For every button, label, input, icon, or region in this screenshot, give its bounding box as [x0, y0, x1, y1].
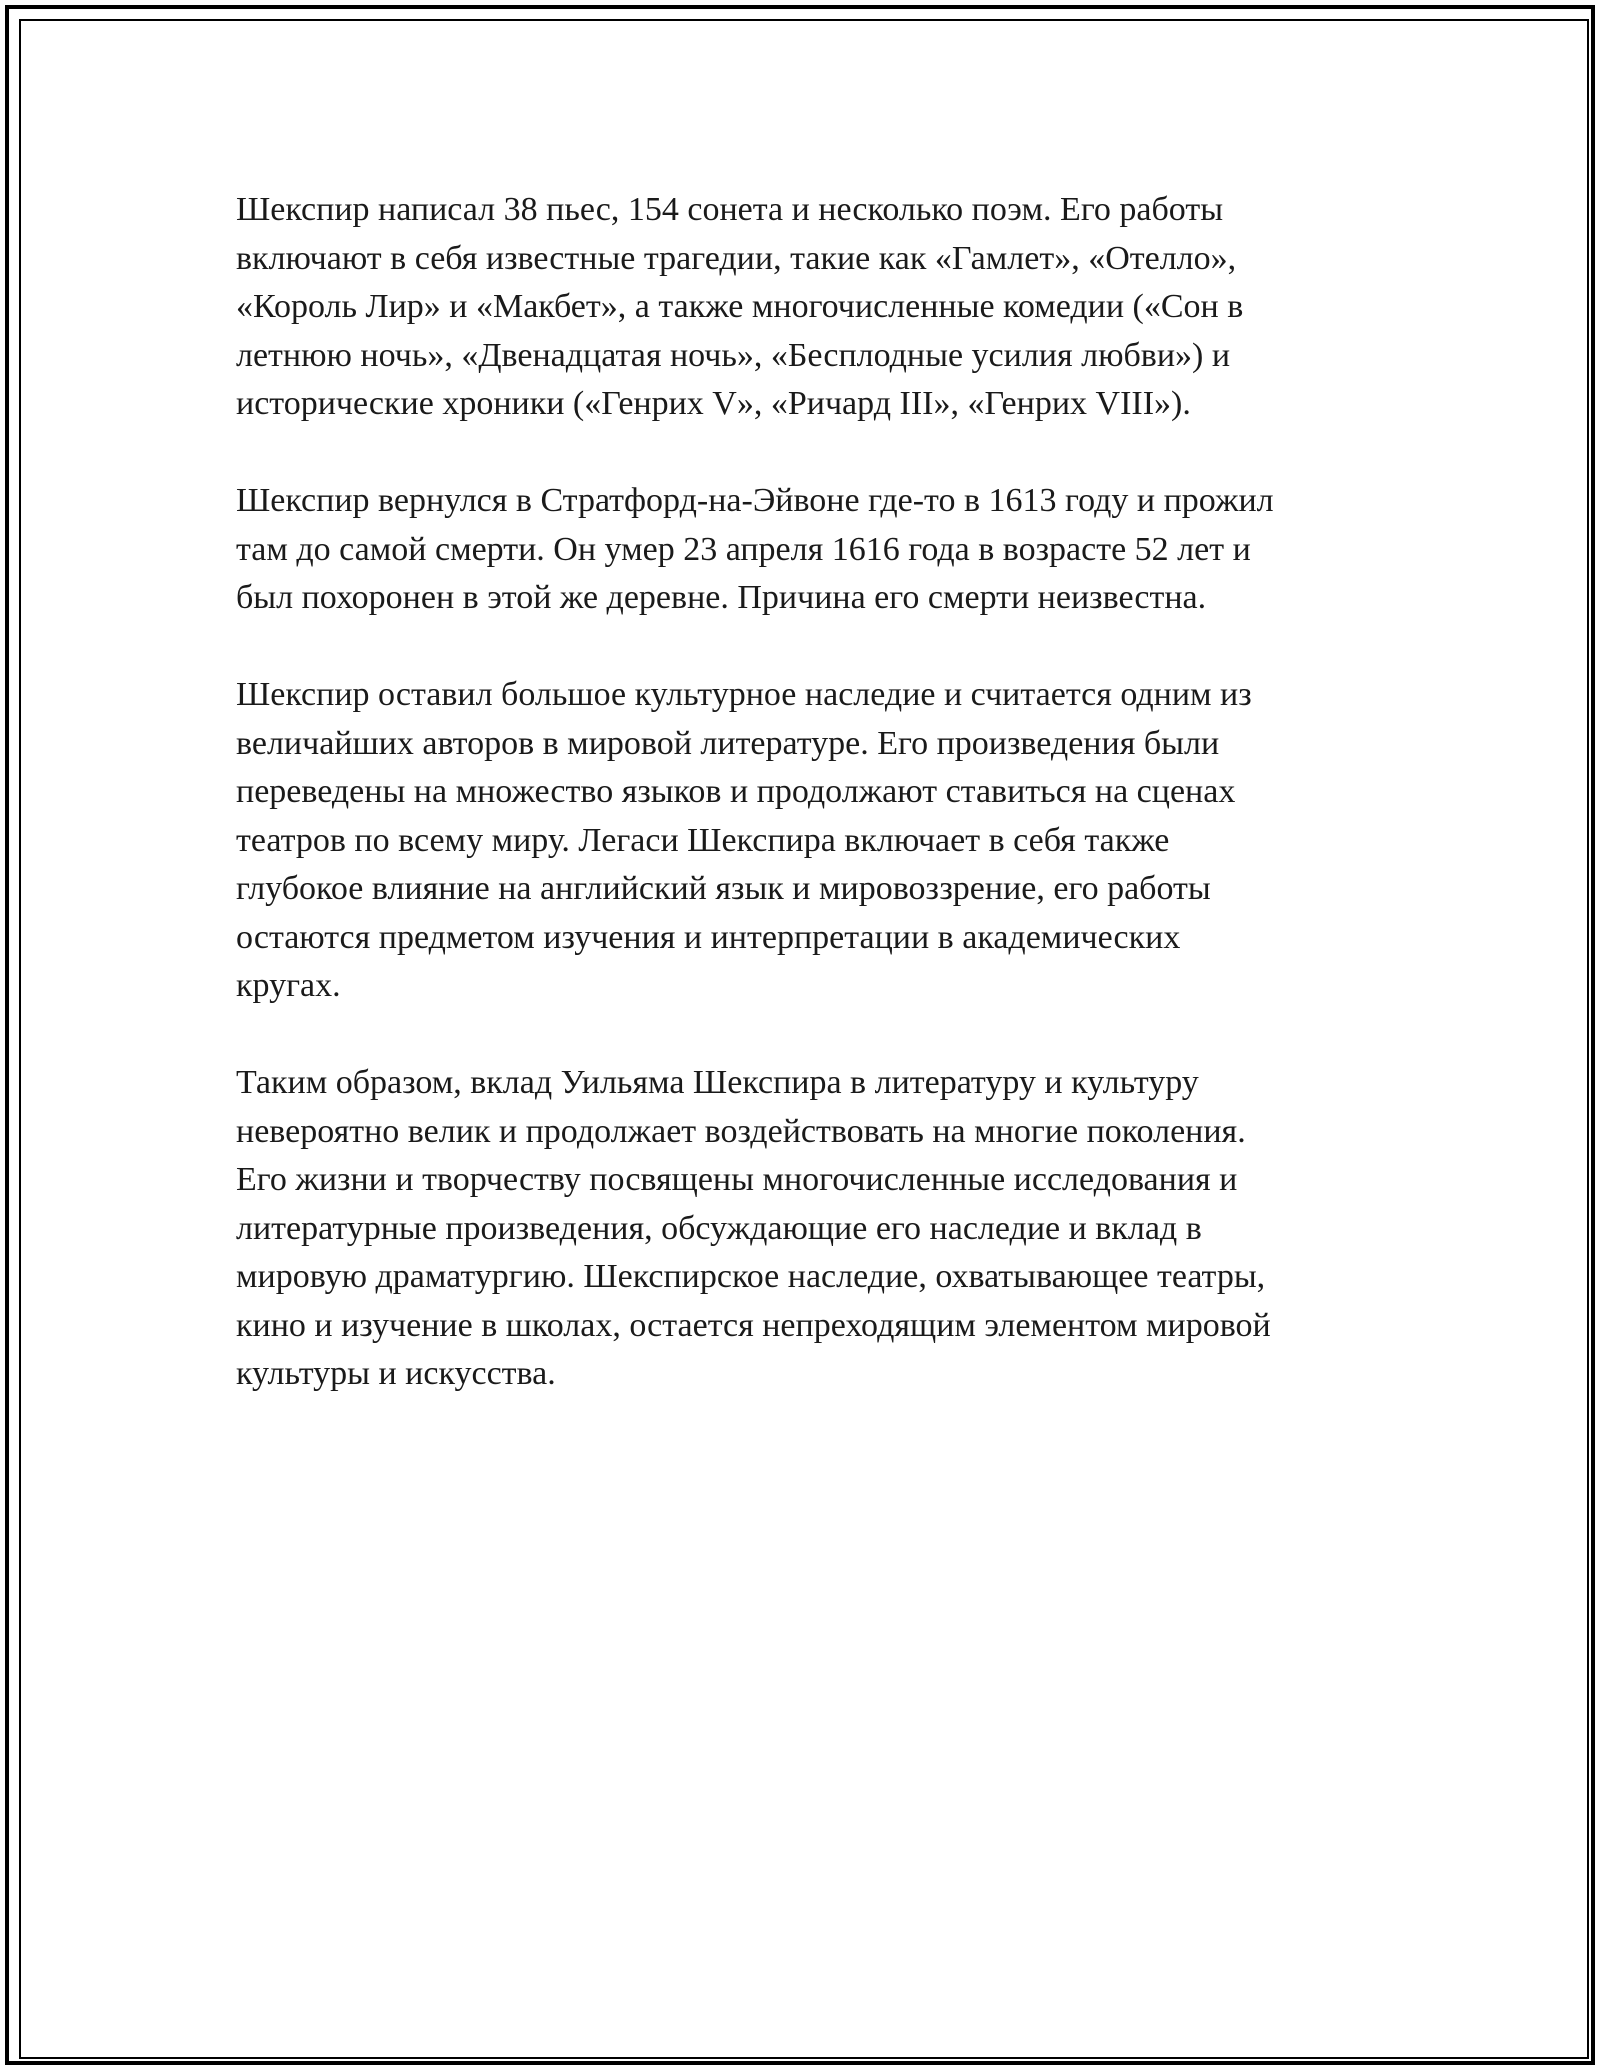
paragraph-1 — [236, 186, 1386, 429]
text-line: кругах. — [236, 967, 341, 1004]
text-line: литературные произведения, обсуждающие его наследие и вклад в — [236, 1209, 1202, 1247]
text-line: летнюю ночь», «Двенадцатая ночь», «Бесплодные усилия любви») и — [236, 336, 1231, 374]
paragraph-3 — [236, 671, 1386, 1011]
text-line: «Король Лир» и «Макбет», а также многочисленные комедии («Сон в — [236, 288, 1244, 325]
text-line: исторические хроники («Генрих V», «Ричард III», «Генрих VIII»). — [236, 385, 1191, 422]
text-line: мировую драматургию. Шекспирское наследие, охватывающее театры, — [236, 1258, 1266, 1295]
text-line: величайших авторов в мировой литературе. Его произведения были — [236, 724, 1220, 762]
text-line: Шекспир оставил большое культурное наследие и считается одним из — [236, 676, 1252, 713]
text-line: там до самой смерти. Он умер 23 апреля 1616 года в возрасте 52 лет и — [236, 530, 1251, 568]
text-line: Его жизни и творчеству посвящены многочисленные исследования и — [236, 1161, 1238, 1198]
text-line: переведены на множество языков и продолжают ставиться на сценах — [236, 773, 1236, 810]
text-line: включают в себя известные трагедии, такие как «Гамлет», «Отелло», — [236, 239, 1237, 277]
text-line: культуры и искусства. — [236, 1355, 556, 1392]
text-line: театров по всему миру. Легаси Шекспира включает в себя также — [236, 821, 1170, 859]
paragraph-4 — [236, 1059, 1386, 1399]
text-line: глубокое влияние на английский язык и мировоззрение, его работы — [236, 870, 1211, 907]
text-line: был похоронен в этой же деревне. Причина его смерти неизвестна. — [236, 579, 1207, 616]
text-line: Таким образом, вклад Уильяма Шекспира в литературу и культуру — [236, 1064, 1199, 1101]
text-line: Шекспир написал 38 пьес, 154 сонета и несколько поэм. Его работы — [236, 191, 1224, 228]
document-body — [236, 186, 1386, 1447]
paragraph-2 — [236, 477, 1386, 623]
text-line: невероятно велик и продолжает воздействовать на многие поколения. — [236, 1112, 1246, 1150]
text-line: кино и изучение в школах, остается непреходящим элементом мировой — [236, 1306, 1271, 1344]
text-line: Шекспир вернулся в Стратфорд-на-Эйвоне где-то в 1613 году и прожил — [236, 482, 1274, 519]
text-line: остаются предметом изучения и интерпретации в академических — [236, 918, 1181, 956]
